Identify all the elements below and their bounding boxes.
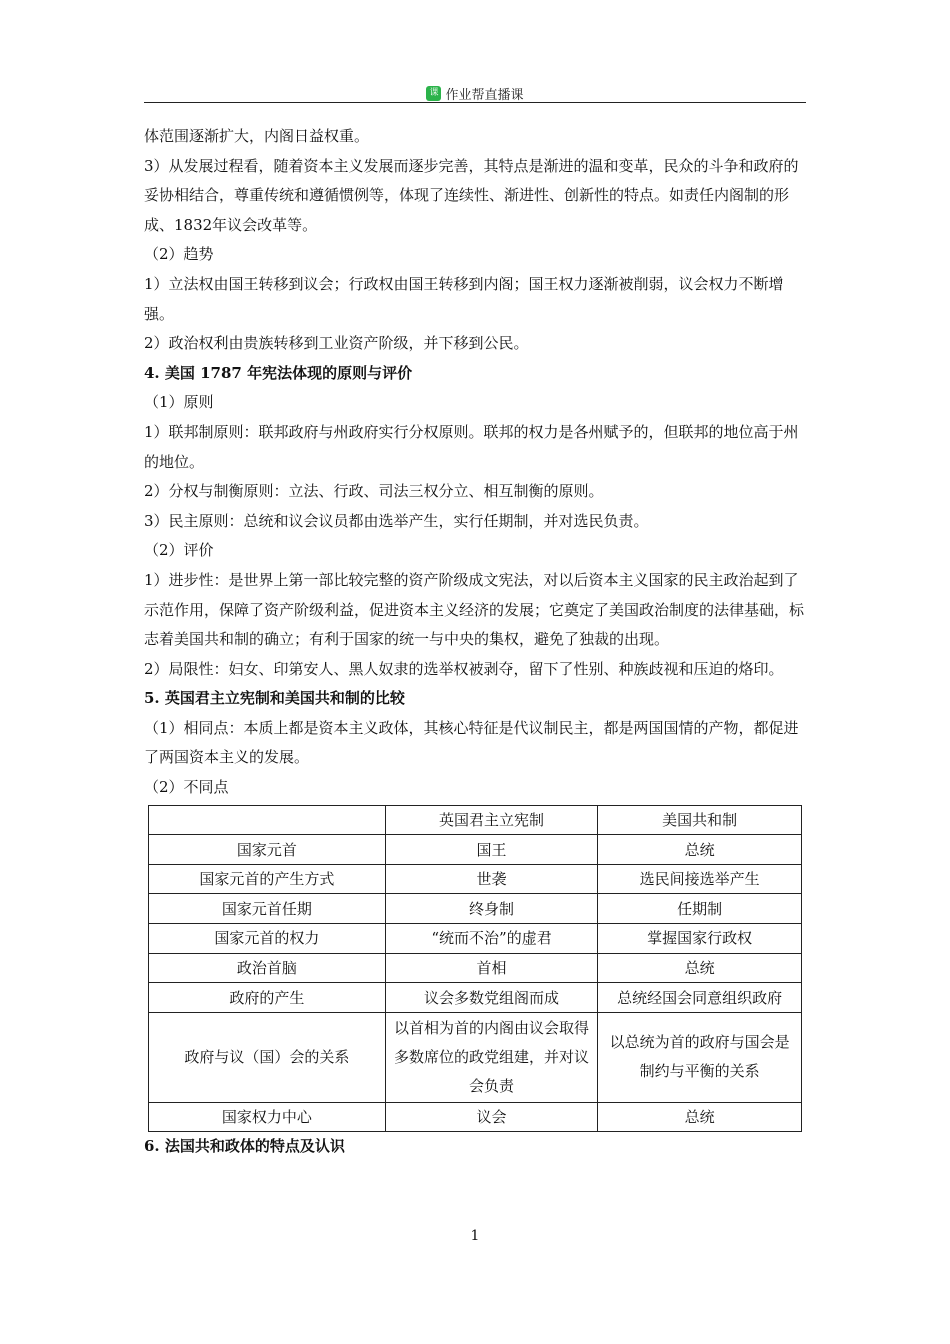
table-cell: 以总统为首的政府与国会是制约与平衡的关系 bbox=[598, 1012, 802, 1102]
table-cell: 政治首脑 bbox=[149, 953, 386, 983]
table-cell: 以首相为首的内阁由议会取得多数席位的政党组建，并对议会负责 bbox=[385, 1012, 598, 1102]
table-row bbox=[149, 953, 802, 983]
table-cell: 国家元首 bbox=[149, 835, 386, 865]
paragraph: 体范围逐渐扩大，内阁日益权重。 bbox=[144, 127, 370, 145]
table-cell: 国王 bbox=[385, 835, 598, 865]
paragraph: 1）进步性：是世界上第一部比较完整的资产阶级成文宪法，对以后资本主义国家的民主政治起到了示范作用，保障了资产阶级利益，促进资本主义经济的发展；它奠定了美国政治制度的法律基础，标志着美国共和制的确立；有利于国家的统一与中央的集权，避免了独裁的出现。 bbox=[144, 570, 805, 649]
header-title: 作业帮直播课 bbox=[445, 88, 524, 103]
paragraph: （1）原则 bbox=[144, 393, 214, 412]
paragraph: 2）政治权利由贵族转移到工业资产阶级，并下移到公民。 bbox=[144, 334, 529, 353]
paragraph: 3）从发展过程看，随着资本主义发展而逐步完善，其特点是渐进的温和变革，民众的斗争和政府的妥协相结合，尊重传统和遵循惯例等，体现了连续性、渐进性、创新性的特点。如责任内阁制的形成、1832年议会改革等。 bbox=[144, 156, 799, 234]
table-cell: 首相 bbox=[385, 953, 598, 983]
table-cell: 总统经国会同意组织政府 bbox=[598, 983, 802, 1013]
paragraph: 1）联邦制原则：联邦政府与州政府实行分权原则。联邦的权力是各州赋予的，但联邦的地位高于州的地位。 bbox=[144, 422, 799, 471]
table-cell: 议会多数党组阁而成 bbox=[385, 983, 598, 1013]
table-row bbox=[149, 1102, 802, 1132]
table-cell: 国家元首的产生方式 bbox=[149, 864, 386, 894]
paragraph: 1）立法权由国王转移到议会；行政权由国王转移到内阁；国王权力逐渐被削弱，议会权力不断增强。 bbox=[144, 274, 784, 323]
table-cell: 总统 bbox=[598, 835, 802, 865]
paragraph: 2）分权与制衡原则：立法、行政、司法三权分立、相互制衡的原则。 bbox=[144, 482, 604, 501]
table-cell: 国家权力中心 bbox=[149, 1102, 386, 1132]
table-header-cell bbox=[149, 805, 386, 835]
table-cell: 掌握国家行政权 bbox=[598, 924, 802, 954]
table-cell: 政府的产生 bbox=[149, 983, 386, 1013]
table-row bbox=[149, 1012, 802, 1102]
table-row bbox=[149, 864, 802, 894]
page-number: 1 bbox=[470, 1228, 480, 1244]
paragraph: 3）民主原则：总统和议会议员都由选举产生，实行任期制，并对选民负责。 bbox=[144, 511, 649, 530]
table-cell: 终身制 bbox=[385, 894, 598, 924]
page-header bbox=[144, 80, 806, 103]
table-row bbox=[149, 835, 802, 865]
table-cell: 国家元首任期 bbox=[149, 894, 386, 924]
table-cell: 议会 bbox=[385, 1102, 598, 1132]
table-row bbox=[149, 983, 802, 1013]
header-brand bbox=[426, 84, 523, 103]
section-5-heading: 5. 英国君主立宪制和美国共和制的比较 bbox=[144, 689, 405, 708]
comparison-table bbox=[148, 805, 802, 1133]
table-header-cell: 美国共和制 bbox=[598, 805, 802, 835]
paragraph: （2）不同点 bbox=[144, 778, 229, 797]
section-4-heading: 4. 美国 1787 年宪法体现的原则与评价 bbox=[144, 363, 413, 382]
brand-logo-icon: 课 bbox=[426, 86, 441, 101]
table-cell: 选民间接选举产生 bbox=[598, 864, 802, 894]
table-header-row bbox=[149, 805, 802, 835]
table-cell: 任期制 bbox=[598, 894, 802, 924]
table-cell: 世袭 bbox=[385, 864, 598, 894]
table-cell: 国家元首的权力 bbox=[149, 924, 386, 954]
table-cell: 政府与议（国）会的关系 bbox=[149, 1012, 386, 1102]
table-cell: 总统 bbox=[598, 953, 802, 983]
table-header-cell: 英国君主立宪制 bbox=[385, 805, 598, 835]
table-row bbox=[149, 894, 802, 924]
paragraph: 2）局限性：妇女、印第安人、黑人奴隶的选举权被剥夺，留下了性别、种族歧视和压迫的烙印。 bbox=[144, 659, 784, 678]
paragraph: （1）相同点：本质上都是资本主义政体，其核心特征是代议制民主，都是两国国情的产物，都促进了两国资本主义的发展。 bbox=[144, 718, 799, 767]
table-row bbox=[149, 924, 802, 954]
paragraph: （2）评价 bbox=[144, 541, 214, 560]
section-6-heading: 6. 法国共和政体的特点及认识 bbox=[144, 1137, 345, 1156]
document-body bbox=[144, 122, 808, 1162]
table-cell: “统而不治”的虚君 bbox=[385, 924, 598, 954]
paragraph: （2）趋势 bbox=[144, 245, 214, 264]
table-cell: 总统 bbox=[598, 1102, 802, 1132]
